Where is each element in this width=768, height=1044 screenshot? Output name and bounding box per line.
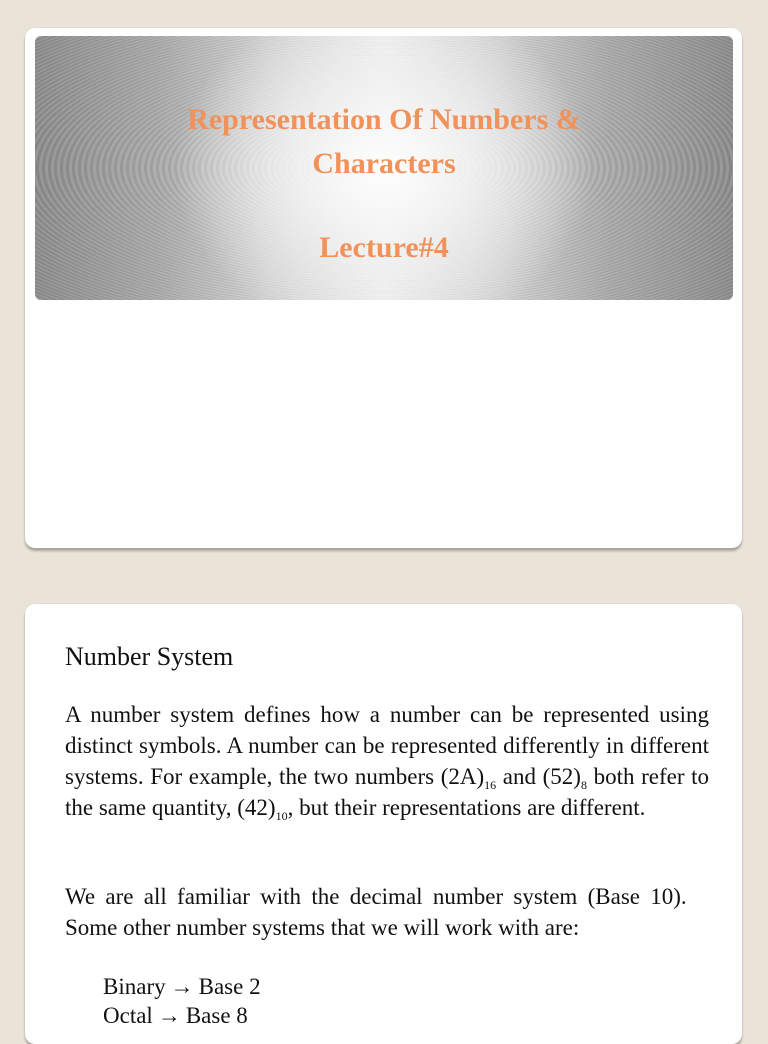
list-item — [103, 1001, 261, 1030]
number-42: (42) — [237, 795, 276, 820]
title-slide — [25, 28, 742, 548]
arrow-icon: → — [170, 974, 194, 999]
base-name: Binary — [103, 974, 166, 999]
lecture-number: Lecture#4 — [319, 231, 449, 264]
intro-paragraph — [65, 881, 709, 943]
base-value: Base 8 — [185, 1003, 248, 1028]
base-list — [103, 972, 261, 1030]
para2-line2: Some other number systems that we will work with are: — [65, 915, 580, 940]
para-mid: both refer to the same quantity, — [65, 764, 709, 820]
base-name: Octal — [103, 1003, 153, 1028]
para-intro: A number system defines how a number can be represented using distinct symbols. A number can be represented differently in different systems. For example, the two numbers — [65, 702, 709, 789]
number-52: (52) — [542, 764, 581, 789]
base-value: Base 2 — [198, 974, 261, 999]
list-item — [103, 972, 261, 1001]
title-banner — [35, 36, 733, 300]
slide-title — [35, 98, 733, 270]
definition-paragraph — [65, 699, 709, 823]
number-system-slide — [25, 604, 742, 1044]
title-line-2: Characters — [312, 147, 456, 180]
para2-line1: We are all familiar with the decimal number system (Base 10). — [65, 884, 687, 909]
base-8: 8 — [580, 778, 587, 792]
base-16: 16 — [484, 778, 497, 792]
number-2a: (2A) — [440, 764, 485, 789]
arrow-icon: → — [157, 1003, 181, 1028]
base-10: 10 — [275, 809, 288, 823]
para-and: and — [496, 764, 543, 789]
title-line-1: Representation Of Numbers & — [187, 103, 581, 136]
slide-heading: Number System — [65, 642, 234, 671]
para-end: , but their representations are different. — [287, 795, 646, 820]
